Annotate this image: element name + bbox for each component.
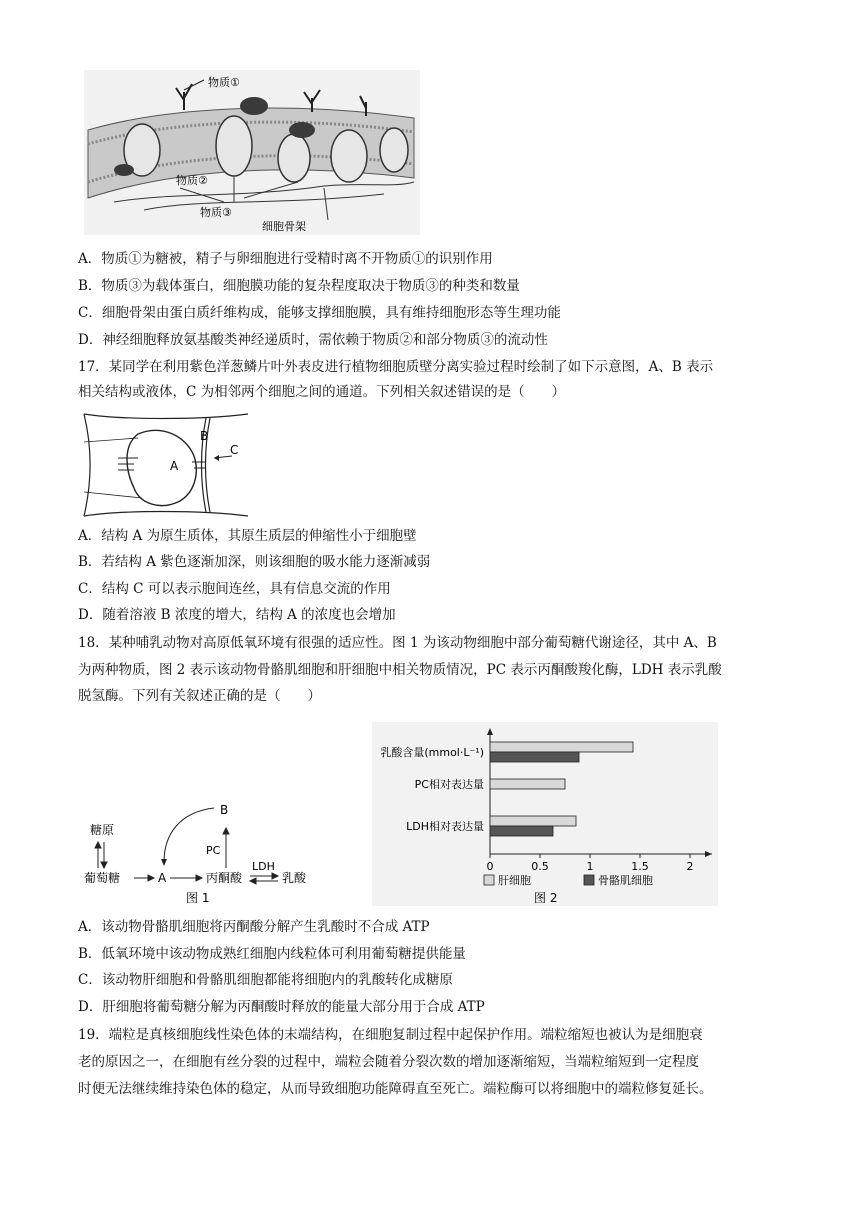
q17-stem-line-2: 相关结构或液体，C 为相邻两个细胞之间的通道。下列相关叙述错误的是（ ） <box>78 384 566 400</box>
figure1-caption: 图 1 <box>186 891 210 905</box>
q17-option-a: A．结构 A 为原生质体，其原生质层的伸缩性小于细胞壁 <box>78 528 417 544</box>
q17-option-d: D．随着溶液 B 浓度的增大，结构 A 的浓度也会增加 <box>78 607 396 623</box>
category-label: PC相对表达量 <box>414 778 484 791</box>
q16-option-c: C．细胞骨架由蛋白质纤维构成，能够支撑细胞膜，具有维持细胞形态等生理功能 <box>78 305 561 321</box>
plasmolysis-figure <box>82 412 250 518</box>
bar-liver <box>490 779 565 789</box>
q18-stem-line-2: 为两种物质，图 2 表示该动物骨骼肌细胞和肝细胞中相关物质情况，PC 表示丙酮酸羧化酶，LDH 表示乳酸 <box>78 662 722 678</box>
pathway-figure <box>82 790 342 908</box>
q18-option-c: C．该动物肝细胞和骨骼肌细胞都能将细胞内的乳酸转化成糖原 <box>78 972 453 988</box>
q19-stem-line-1: 19．端粒是真核细胞线性染色体的末端结构，在细胞复制过程中起保护作用。端粒缩短也被认为是细胞衰 <box>78 1027 703 1043</box>
label-b: B <box>200 429 209 443</box>
legend-swatch <box>584 875 594 885</box>
label-glucose: 葡萄糖 <box>84 871 121 885</box>
label-node-a: A <box>158 871 167 885</box>
label-c: C <box>230 443 239 457</box>
q18-option-d: D．肝细胞将葡萄糖分解为丙酮酸时释放的能量大部分用于合成 ATP <box>78 999 485 1015</box>
x-tick-label: 0 <box>486 860 494 873</box>
legend-label: 肝细胞 <box>498 874 531 887</box>
label-pyruvate: 丙酮酸 <box>206 871 243 885</box>
x-tick-label: 2 <box>686 860 694 873</box>
q18-stem-line-3: 脱氢酶。下列有关叙述正确的是（ ） <box>78 688 321 704</box>
bar-muscle <box>490 752 579 762</box>
x-tick-label: 0.5 <box>531 860 549 873</box>
lactate-expression-chart <box>372 722 718 906</box>
label-cytoskeleton: 细胞骨架 <box>262 220 306 233</box>
bar-liver <box>490 742 633 752</box>
label-substance2: 物质② <box>176 174 208 187</box>
bar-liver <box>490 816 576 826</box>
cell-membrane-figure <box>84 70 420 235</box>
category-label: 乳酸含量(mmol·L⁻¹) <box>380 746 484 759</box>
q16-option-b: B．物质③为载体蛋白，细胞膜功能的复杂程度取决于物质③的种类和数量 <box>78 278 520 294</box>
q16-option-a: A．物质①为糖被，精子与卵细胞进行受精时离不开物质①的识别作用 <box>78 251 493 267</box>
q18-option-a: A．该动物骨骼肌细胞将丙酮酸分解产生乳酸时不合成 ATP <box>78 919 430 935</box>
q18-stem-line-1: 18．某种哺乳动物对高原低氧环境有很强的适应性。图 1 为该动物细胞中部分葡萄糖代谢途径，其中 A、B <box>78 635 717 651</box>
legend-swatch <box>484 875 494 885</box>
label-a: A <box>170 459 179 473</box>
q19-stem-line-2: 老的原因之一，在细胞有丝分裂的过程中，端粒会随着分裂次数的增加逐渐缩短，当端粒缩短到一定程度 <box>78 1054 699 1070</box>
bar-muscle <box>490 826 553 836</box>
q16-option-d: D．神经细胞释放氨基酸类神经递质时，需依赖于物质②和部分物质③的流动性 <box>78 332 548 348</box>
label-pc: PC <box>206 844 221 857</box>
legend-label: 骨骼肌细胞 <box>598 874 653 887</box>
label-glycogen: 糖原 <box>90 823 115 837</box>
label-node-b: B <box>220 803 229 817</box>
x-tick-label: 1 <box>586 860 594 873</box>
q17-option-b: B．若结构 A 紫色逐渐加深，则该细胞的吸水能力逐渐减弱 <box>78 554 431 570</box>
category-label: LDH相对表达量 <box>406 820 484 833</box>
label-ldh: LDH <box>252 860 275 873</box>
figure2-caption: 图 2 <box>534 891 558 905</box>
q17-stem-line-1: 17．某同学在利用紫色洋葱鳞片叶外表皮进行植物细胞质壁分离实验过程时绘制了如下示意图，A、B 表示 <box>78 359 714 375</box>
q18-option-b: B．低氧环境中该动物成熟红细胞内线粒体可利用葡萄糖提供能量 <box>78 946 466 962</box>
label-substance1: 物质① <box>208 76 240 89</box>
label-lactate: 乳酸 <box>282 871 307 885</box>
q17-option-c: C．结构 C 可以表示胞间连丝，具有信息交流的作用 <box>78 581 391 597</box>
x-tick-label: 1.5 <box>631 860 649 873</box>
q19-stem-line-3: 时便无法继续维持染色体的稳定，从而导致细胞功能障碍直至死亡。端粒酶可以将细胞中的端粒修复延长。 <box>78 1081 713 1097</box>
label-substance3: 物质③ <box>200 206 232 219</box>
